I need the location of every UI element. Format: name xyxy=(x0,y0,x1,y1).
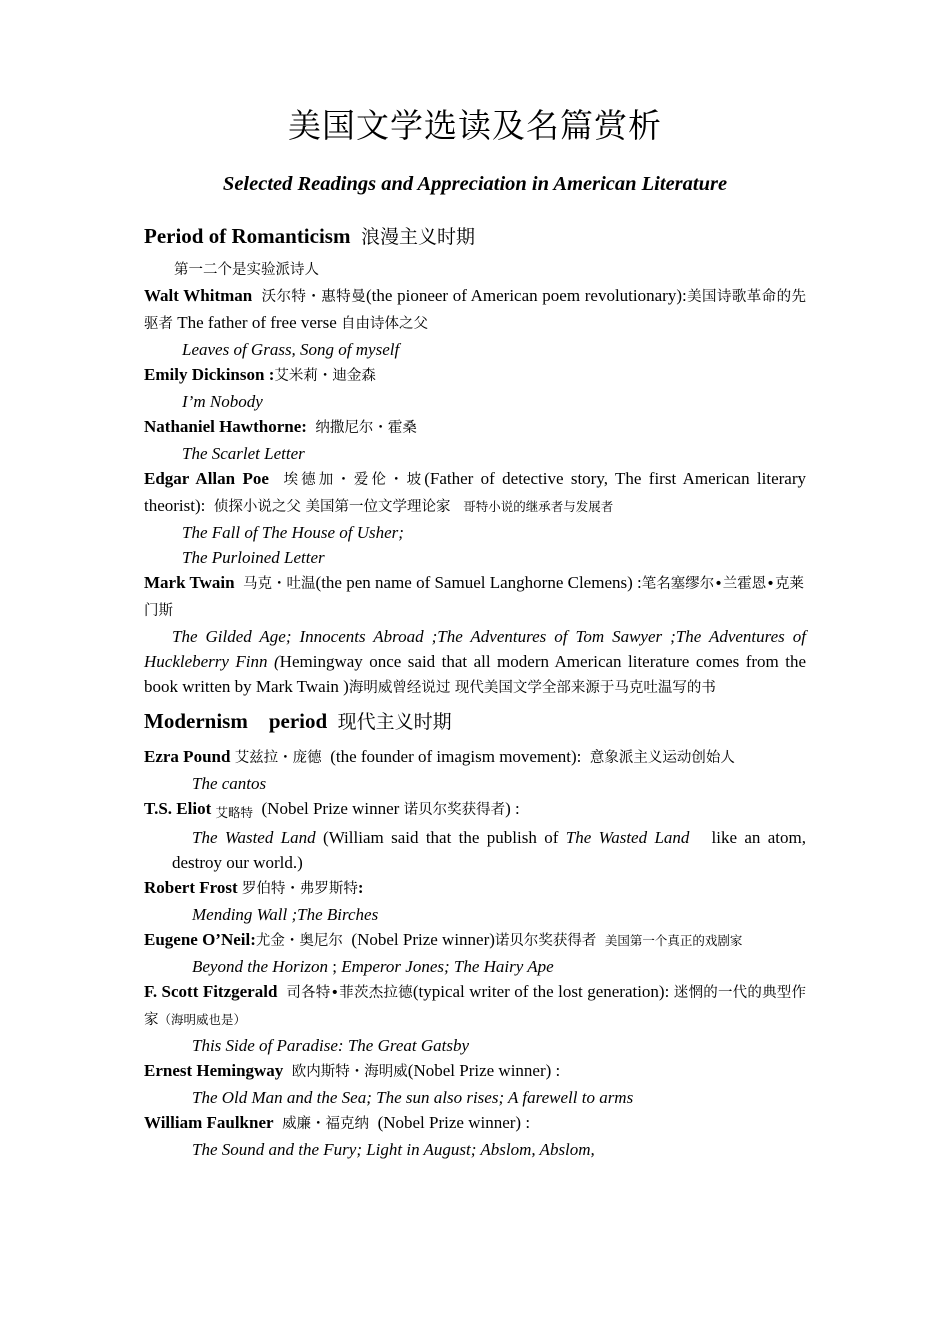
works-fitzgerald: This Side of Paradise: The Great Gatsby xyxy=(192,1036,470,1055)
author-faulkner: William Faulkner 威廉・福克纳 (Nobel Prize winner) : xyxy=(144,1113,531,1132)
works-frost: Mending Wall ;The Birches xyxy=(192,905,379,924)
author-hawthorne: Nathaniel Hawthorne: 纳撒尼尔・霍桑 xyxy=(144,417,417,436)
section-heading-modernism: Modernism period 现代主义时期 xyxy=(144,709,452,733)
works-faulkner: The Sound and the Fury; Light in August; Abslom, Abslom, xyxy=(192,1140,595,1159)
works-pound: The cantos xyxy=(192,774,267,793)
works-hawthorne: The Scarlet Letter xyxy=(182,444,305,463)
works-poe-2: The Purloined Letter xyxy=(182,548,325,567)
page-subtitle: Selected Readings and Appreciation in American Literature xyxy=(222,173,728,195)
author-poe: Edgar Allan Poe 埃德加・爱伦・坡(Father of detective story, The first American literary theorist): 侦探小说之父 美国第一位文学理论家 哥特小说的继承者与发展者 xyxy=(144,469,807,515)
document-body xyxy=(144,220,806,1162)
author-whitman: Walt Whitman 沃尔特・惠特曼(the pioneer of American poem revolutionary):美国诗歌革命的先驱者 The father of free verse 自由诗体之父 xyxy=(144,286,807,332)
works-eliot: The Wasted Land (William said that the publish of The Wasted Land like an atom, destroy our world.) xyxy=(172,828,806,872)
author-frost: Robert Frost 罗伯特・弗罗斯特: xyxy=(144,878,364,897)
works-hemingway: The Old Man and the Sea; The sun also rises; A farewell to arms xyxy=(192,1088,634,1107)
author-twain: Mark Twain 马克・吐温(the pen name of Samuel Langhorne Clemens) :笔名塞缪尔•兰霍恩•克莱门斯 xyxy=(144,573,804,619)
page-title: 美国文学选读及名篇赏析 xyxy=(288,106,662,145)
note-experimental-poets: 第一二个是实验派诗人 xyxy=(174,262,319,278)
section-heading-romanticism: Period of Romanticism 浪漫主义时期 xyxy=(144,224,475,248)
author-dickinson: Emily Dickinson :艾米莉・迪金森 xyxy=(144,365,376,384)
author-fitzgerald: F. Scott Fitzgerald 司各特•菲茨杰拉德(typical writer of the lost generation): 迷惘的一代的典型作家（海明威也是） xyxy=(144,982,807,1028)
works-twain: The Gilded Age; Innocents Abroad ;The Adventures of Tom Sawyer ;The Adventures of Huckleberry Finn (Hemingway once said that all modern American literature comes from the book written by Mark Twain )海明威曾经说过 现代美国文学全部来源于马克吐温写的书 xyxy=(144,627,807,696)
works-dickinson: I’m Nobody xyxy=(182,392,263,411)
author-oneil: Eugene O’Neil:尤金・奥尼尔 (Nobel Prize winner)诺贝尔奖获得者 美国第一个真正的戏剧家 xyxy=(144,930,743,949)
works-oneil: Beyond the Horizon ; Emperor Jones; The Hairy Ape xyxy=(192,957,554,976)
author-pound: Ezra Pound 艾兹拉・庞德 (the founder of imagism movement): 意象派主义运动创始人 xyxy=(144,747,735,766)
author-eliot: T.S. Eliot 艾略特 (Nobel Prize winner 诺贝尔奖获得者) : xyxy=(144,799,520,820)
works-whitman: Leaves of Grass, Song of myself xyxy=(182,340,400,359)
author-hemingway: Ernest Hemingway 欧内斯特・海明威(Nobel Prize winner) : xyxy=(144,1061,561,1080)
works-poe-1: The Fall of The House of Usher; xyxy=(182,523,404,542)
